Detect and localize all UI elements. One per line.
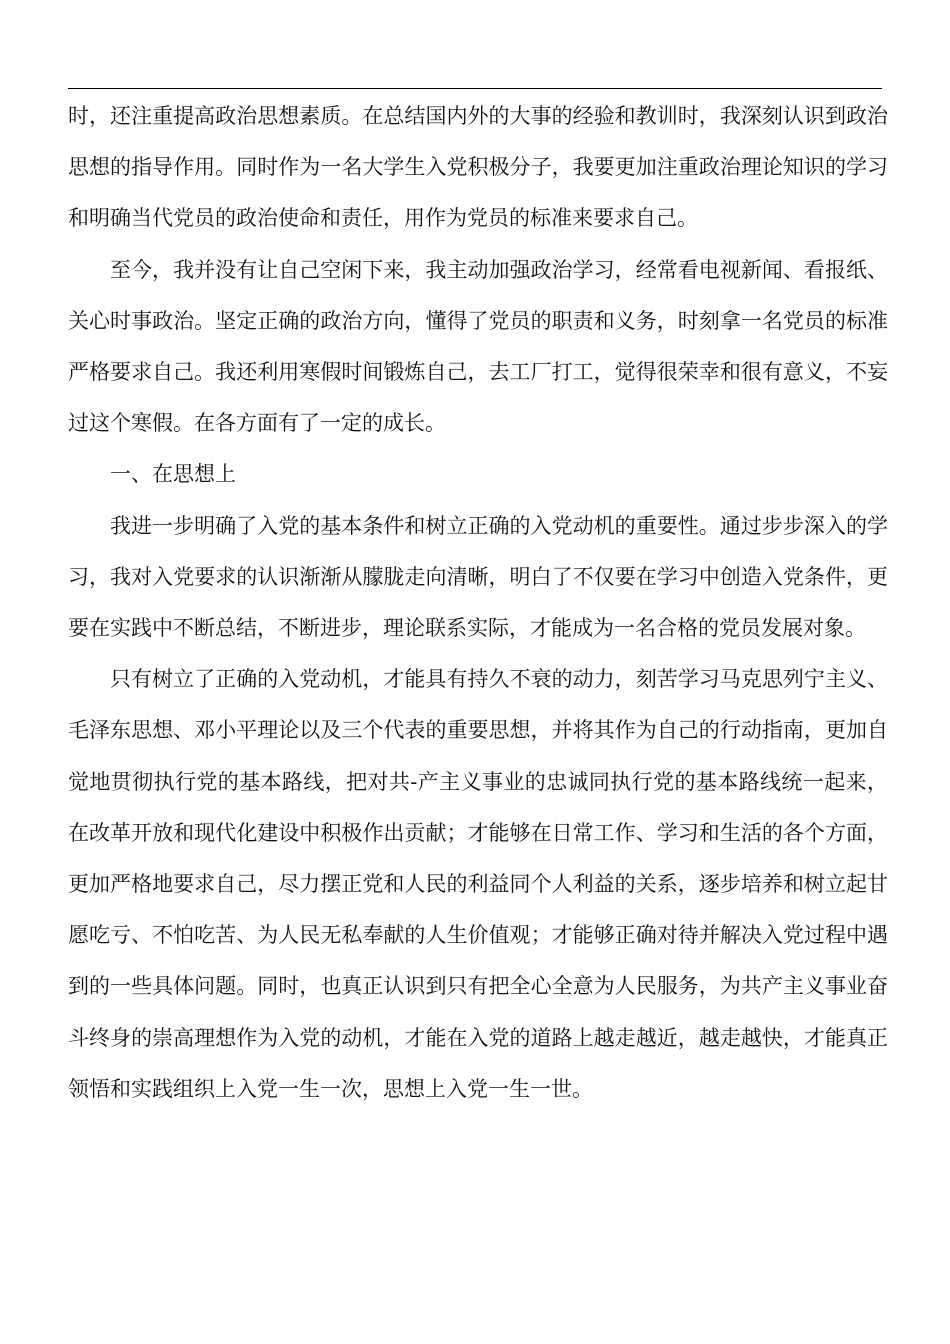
paragraph-1: 时，还注重提高政治思想素质。在总结国内外的大事的经验和教训时，我深刻认识到政治思想的指导作用。同时作为一名大学生入党积极分子，我要更加注重政治理论知识的学习和明确当代党员的政治使命和责任，用作为党员的标准来要求自己。 [68,104,888,231]
paragraph-3: 我进一步明确了入党的基本条件和树立正确的入党动机的重要性。通过步步深入的学习，我对入党要求的认识渐渐从朦胧走向清晰，明白了不仅要在学习中创造入党条件，更要在实践中不断总结，不断进步，理论联系实际，才能成为一名合格的党员发展对象。 [68,513,888,641]
paragraph-2: 至今，我并没有让自己空闲下来，我主动加强政治学习，经常看电视新闻、看报纸、关心时事政治。坚定正确的政治方向，懂得了党员的职责和义务，时刻拿一名党员的标准严格要求自己。我还利用寒假时间锻炼自己，去工厂打工，觉得很荣幸和很有意义，不妄过这个寒假。在各方面有了一定的成长。 [68,257,888,436]
paragraph-4: 只有树立了正确的入党动机，才能具有持久不衰的动力，刻苦学习马克思列宁主义、毛泽东思想、邓小平理论以及三个代表的重要思想，并将其作为自己的行动指南，更加自觉地贯彻执行党的基本路线，把对共-产主义事业的忠诚同执行党的基本路线统一起来，在改革开放和现代化建设中积极作出贡献；才能够在日常工作、学习和生活的各个方面，更加严格地要求自己，尽力摆正党和人民的利益同个人利益的关系，逐步培养和树立起甘愿吃亏、不怕吃苦、为人民无私奉献的人生价值观；才能够正确对待并解决入党过程中遇到的一些具体问题。同时，也真正认识到只有把全心全意为人民服务，为共产主义事业奋斗终身的崇高理想作为入党的动机，才能在入党的道路上越走越近，越走越快，才能真正领悟和实践组织上入党一生一次，思想上入党一生一世。 [68,667,888,1101]
header-rule [68,88,882,89]
document-body [68,91,888,1115]
section-heading: 一、在思想上 [110,462,236,487]
